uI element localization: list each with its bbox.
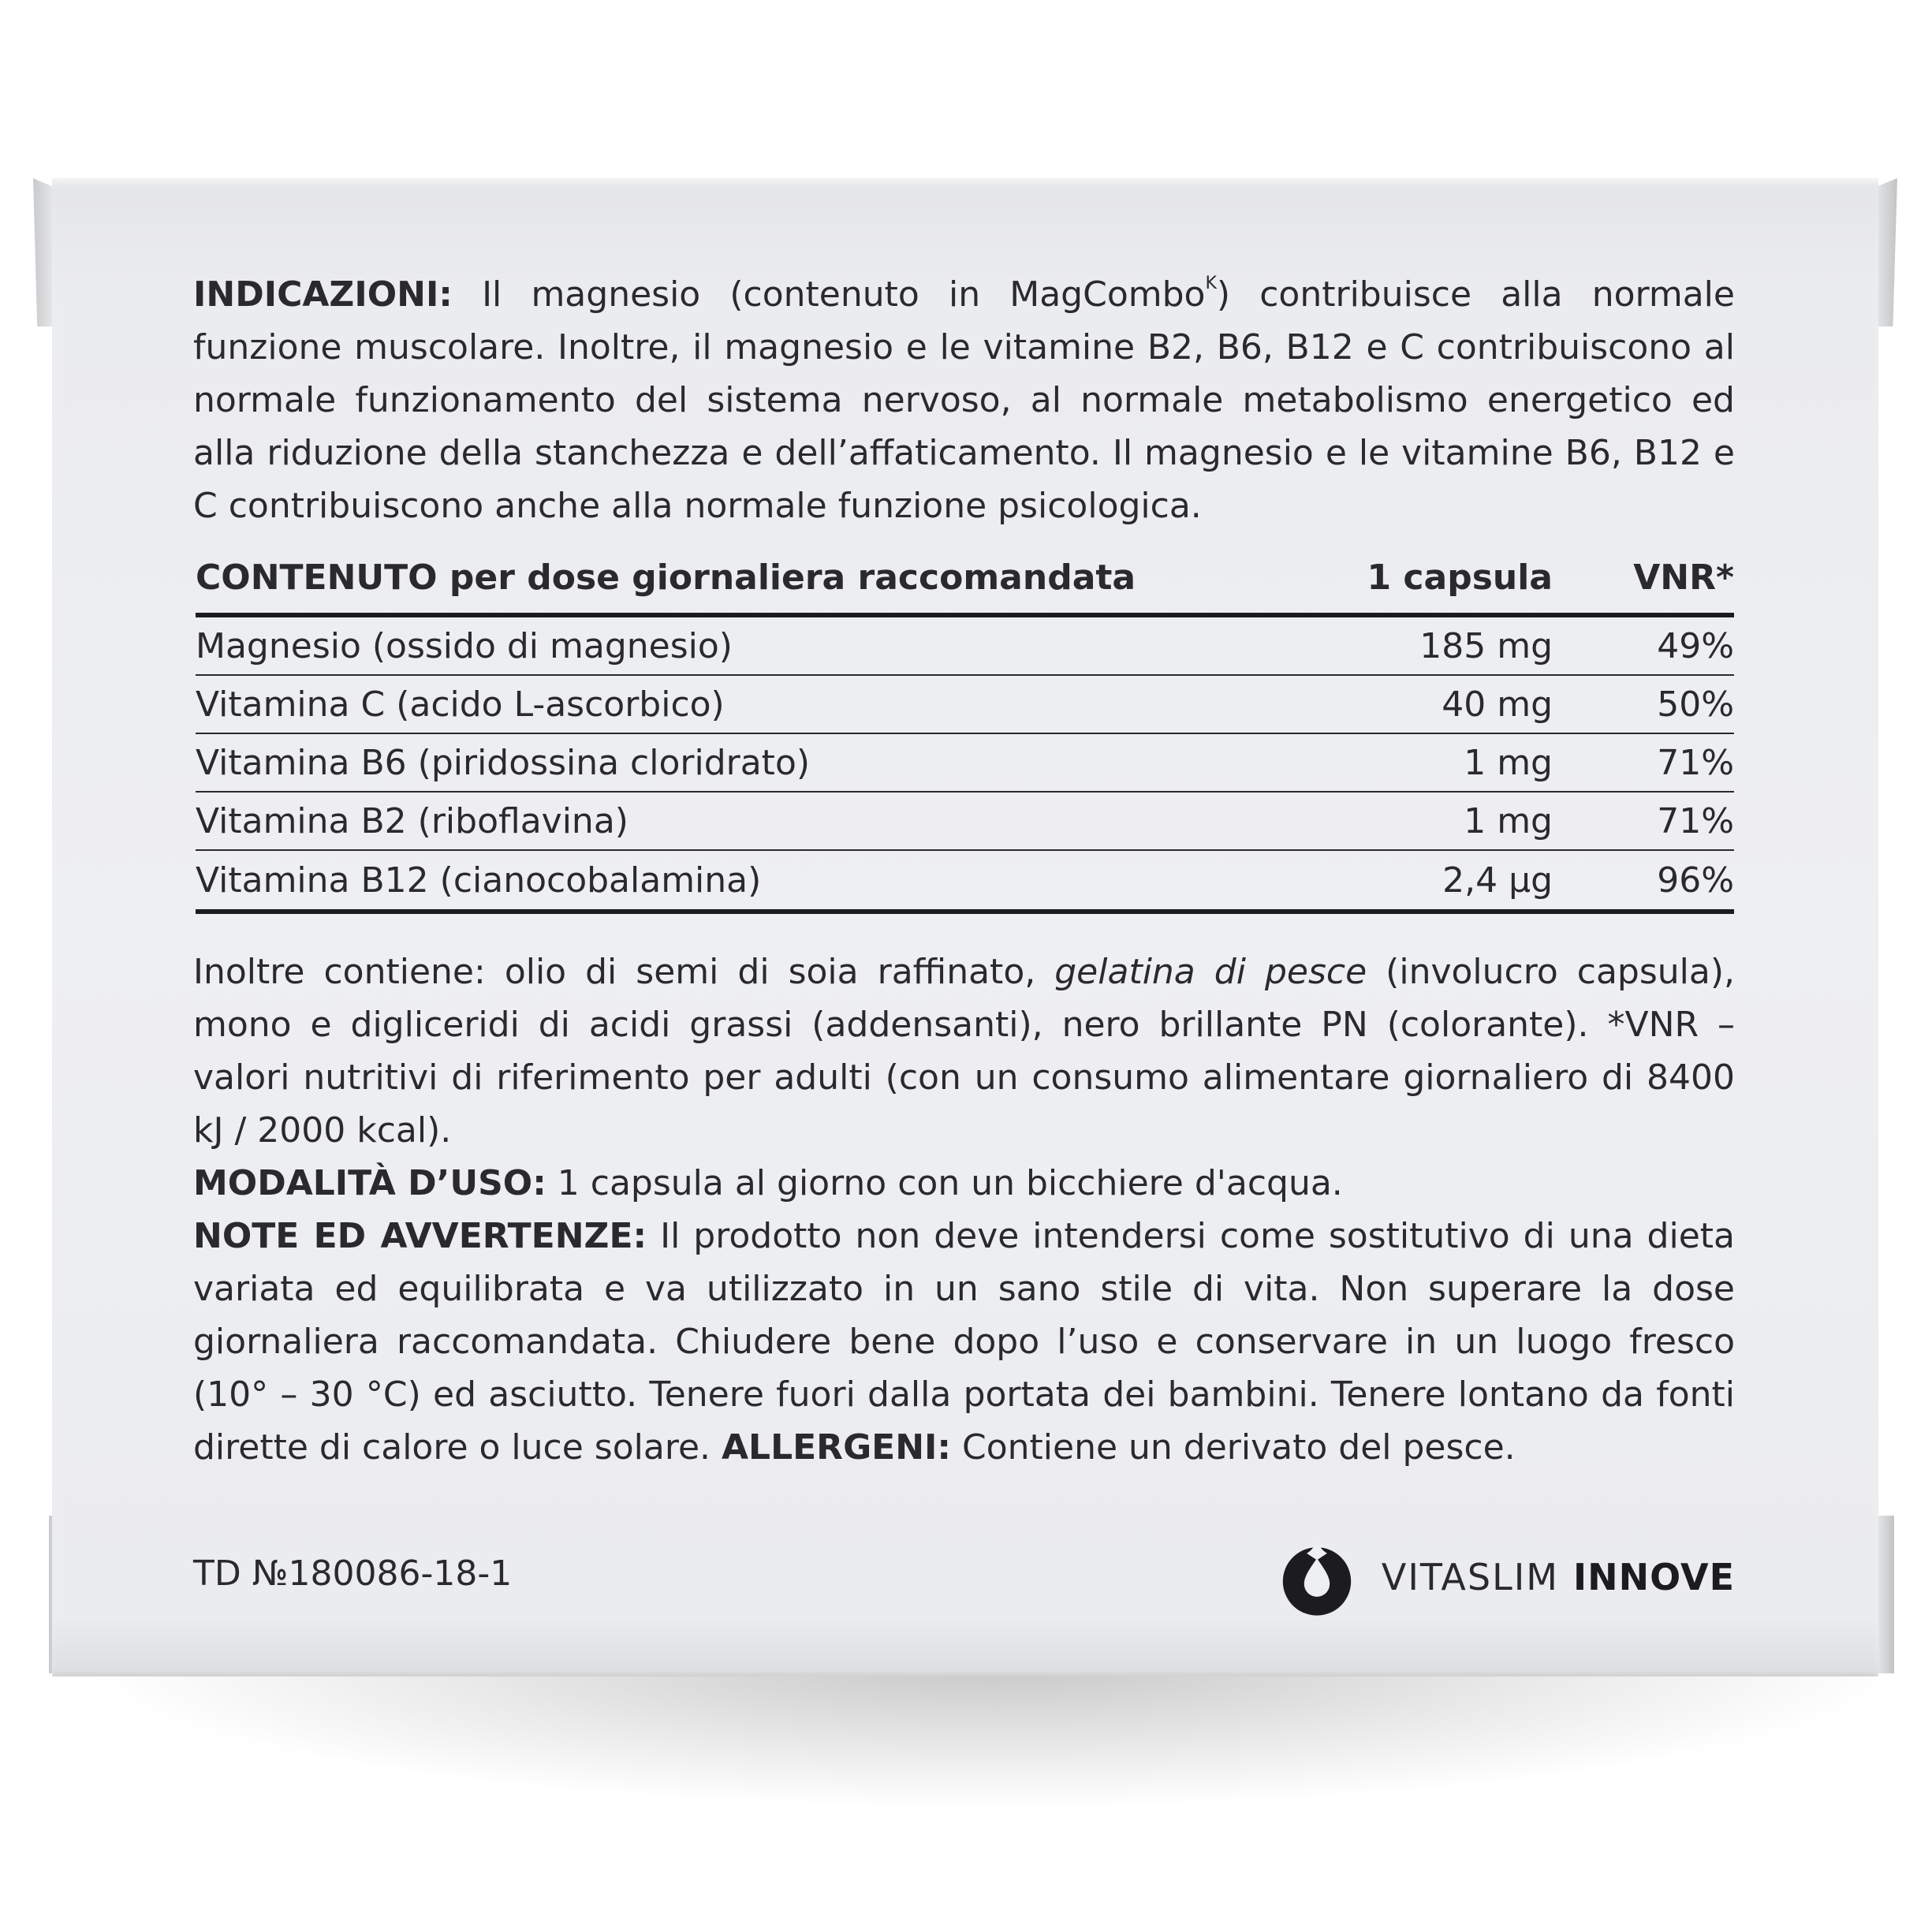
table-row — [196, 675, 1734, 733]
brand-name-bold: INNOVE — [1572, 1556, 1735, 1598]
indicazioni-text-2: ) contribuisce alla normale funzione muscolare. Inoltre, il magnesio e le vitamine B2, B6, B12 e C contribuiscono al normale funzionamento del sistema nervoso, al normale metabolismo energetico ed alla riduzione della stanchezza e dell’affaticamento. Il magnesio e le vitamine B6, B12 e C contribuiscono anche alla normale funzione psicologica. — [193, 274, 1735, 526]
nutrient-vnr: 96% — [1553, 850, 1734, 912]
nutrient-vnr: 49% — [1553, 615, 1734, 675]
label-footer — [193, 1546, 1735, 1609]
warnings-label: NOTE ED AVVERTENZE: — [193, 1216, 647, 1256]
ingredients-paragraph — [193, 945, 1735, 1157]
nutrient-vnr: 50% — [1553, 675, 1734, 733]
box-flap-right-top — [1875, 178, 1897, 326]
nutrient-amount: 2,4 µg — [1300, 850, 1553, 912]
nutrient-vnr: 71% — [1553, 792, 1734, 850]
drop-ring-logo-icon — [1274, 1535, 1359, 1620]
ingredients-italic: gelatina di pesce — [1054, 952, 1367, 992]
allergens-label: ALLERGENI: — [722, 1427, 952, 1468]
brand-lockup — [1274, 1546, 1735, 1609]
brand-name-thin: VITASLIM — [1381, 1556, 1559, 1598]
magcombo-superscript: K — [1205, 274, 1217, 293]
usage-paragraph — [193, 1157, 1735, 1210]
header-contenuto: CONTENUTO per dose giornaliera raccomandata — [196, 542, 1300, 615]
box-shadow — [103, 1664, 1885, 1806]
nutrient-name: Magnesio (ossido di magnesio) — [196, 615, 1300, 675]
header-capsula: 1 capsula — [1300, 542, 1553, 615]
nutrition-table-header — [196, 542, 1734, 615]
table-row — [196, 850, 1734, 912]
nutrient-name: Vitamina B6 (piridossina cloridrato) — [196, 733, 1300, 792]
table-row — [196, 615, 1734, 675]
nutrition-table — [196, 542, 1734, 914]
nutrient-name: Vitamina B2 (riboflavina) — [196, 792, 1300, 850]
allergens-text: Contiene un derivato del pesce. — [951, 1427, 1516, 1468]
box-flap-left-top — [33, 178, 54, 326]
warnings-paragraph — [193, 1210, 1735, 1474]
indicazioni-text-1: Il magnesio (contenuto in MagCombo — [452, 274, 1206, 315]
label-content — [193, 268, 1735, 1474]
nutrient-amount: 1 mg — [1300, 733, 1553, 792]
nutrient-amount: 185 mg — [1300, 615, 1553, 675]
usage-label: MODALITÀ D’USO: — [193, 1163, 546, 1203]
nutrient-amount: 40 mg — [1300, 675, 1553, 733]
nutrient-name: Vitamina C (acido L-ascorbico) — [196, 675, 1300, 733]
box-flap-right-bottom — [1877, 1516, 1894, 1673]
nutrient-amount: 1 mg — [1300, 792, 1553, 850]
header-vnr: VNR* — [1553, 542, 1734, 615]
warnings-text: Il prodotto non deve intendersi come sostitutivo di una dieta variata ed equilibrata e va utilizzato in un sano stile di vita. Non superare la dose giornaliera raccomandata. Chiudere bene dopo l’uso e conservare in un luogo fresco (10° – 30 °C) ed asciutto. Tenere fuori dalla portata dei bambini. Tenere lontano da fonti dirette di calore o luce solare. — [193, 1216, 1735, 1468]
indicazioni-label: INDICAZIONI: — [193, 274, 453, 315]
ingredients-text-1: Inoltre contiene: olio di semi di soia raffinato, — [193, 952, 1055, 992]
nutrient-vnr: 71% — [1553, 733, 1734, 792]
td-code: TD №180086-18-1 — [193, 1553, 513, 1594]
indicazioni-paragraph — [193, 268, 1735, 532]
nutrient-name: Vitamina B12 (cianocobalamina) — [196, 850, 1300, 912]
table-row — [196, 792, 1734, 850]
usage-text: 1 capsula al giorno con un bicchiere d'acqua. — [546, 1163, 1343, 1203]
table-row — [196, 733, 1734, 792]
ingredients-text-2: (involucro capsula), mono e digliceridi di acidi grassi (addensanti), nero brillante PN (colorante). *VNR – valori nutritivi di riferimento per adulti (con un consumo alimentare giornaliero di 8400 kJ / 2000 kcal). — [193, 952, 1736, 1151]
